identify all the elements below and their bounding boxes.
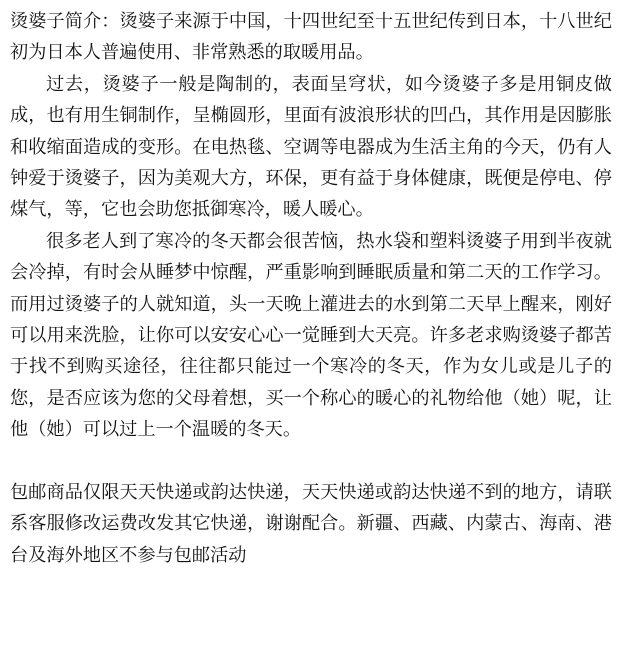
benefits-paragraph: 很多老人到了寒冷的冬天都会很苦恼，热水袋和塑料烫婆子用到半夜就会冷掉，有时会从睡梦中惊醒，严重影响到睡眠质量和第二天的工作学习。而用过烫婆子的人就知道，头一天晚上灌进去的水到第二天早上醒来，刚好可以用来洗脸，让你可以安安心心一觉睡到大天亮。许多老求购烫婆子都苦于找不到购买途径，往往都只能过一个寒冷的冬天，作为女儿或是儿子的您，是否应该为您的父母着想，买一个称心的暖心的礼物给他（她）呢，让他（她）可以过上一个温暖的冬天。 [10, 230, 612, 441]
history-paragraph: 过去，烫婆子一般是陶制的，表面呈穹状，如今烫婆子多是用铜皮做成，也有用生铜制作，呈椭圆形，里面有波浪形状的凹凸，其作用是因膨胀和收缩面造成的变形。在电热毯、空调等电器成为生活主角的今天，仍有人钟爱于烫婆子，因为美观大方，环保，更有益于身体健康，既便是停电、停煤气，等，它也会助您抵御寒冷，暖人暖心。 [10, 73, 612, 221]
intro-paragraph: 烫婆子简介：烫婆子来源于中国，十四世纪至十五世纪传到日本，十八世纪初为日本人普遍使用、非常熟悉的取暖用品。 [10, 11, 612, 64]
paragraph-spacer [10, 446, 612, 477]
product-description [10, 6, 612, 571]
shipping-notice: 包邮商品仅限天天快递或韵达快递，天天快递或韵达快递不到的地方，请联系客服修改运费改发其它快递，谢谢配合。新疆、西藏、内蒙古、海南、港台及海外地区不参与包邮活动 [10, 481, 612, 566]
